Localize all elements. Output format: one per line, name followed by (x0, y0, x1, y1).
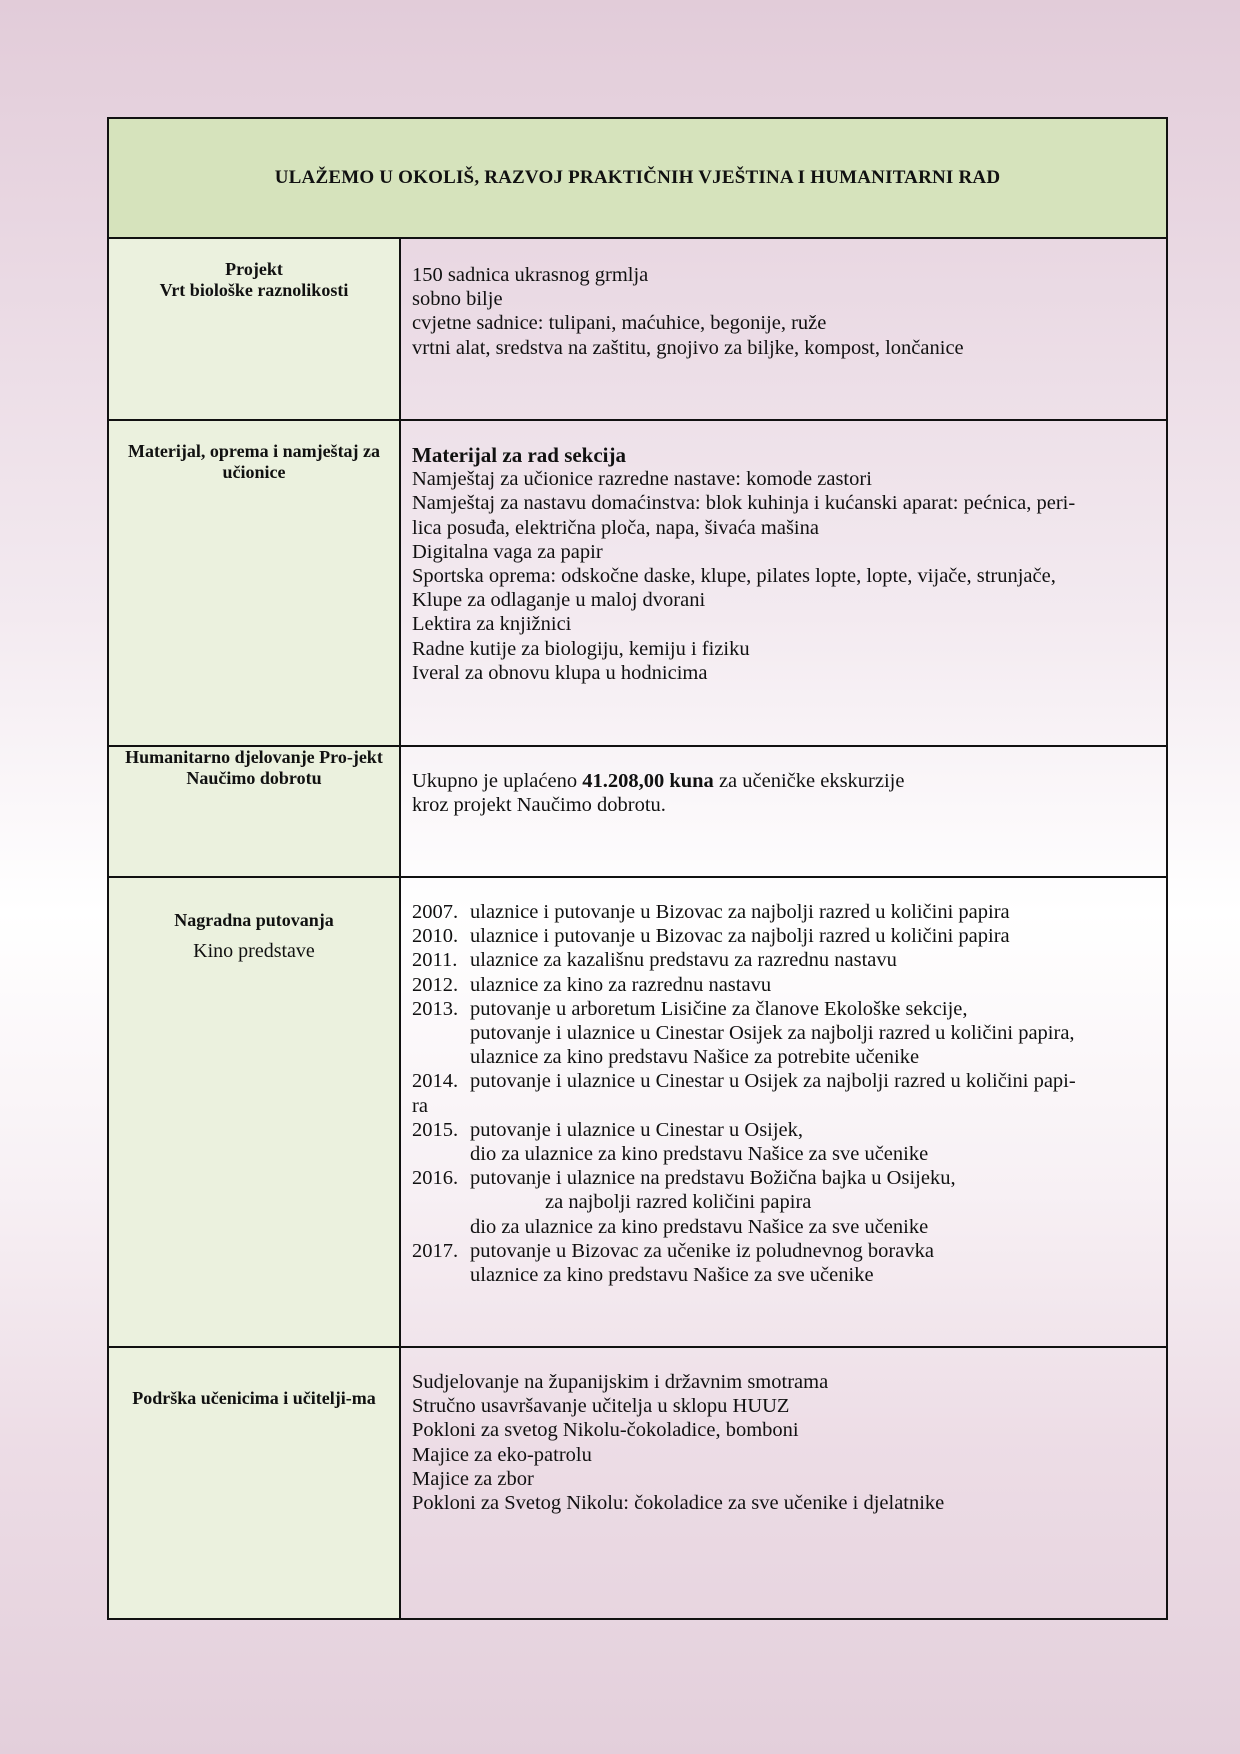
header-row (108, 118, 1167, 238)
row-label-humanitarno: Humanitarno djelovanje Pro-jekt Naučimo dobrotu (108, 746, 400, 877)
list-item (412, 1190, 1158, 1214)
list-item: Namještaj za nastavu domaćinstva: blok kuhinja i kućanski aparat: pećnica, peri- (412, 492, 1076, 515)
list-item: Pokloni za svetog Nikolu-čokoladice, bomboni (412, 1419, 799, 1442)
table-title: ULAŽEMO U OKOLIŠ, RAZVOJ PRAKTIČNIH VJEŠTINA I HUMANITARNI RAD (108, 118, 1167, 238)
list-item: Iveral za obnovu klupa u hodnicima (412, 661, 708, 684)
list-item (412, 948, 1158, 972)
list-item (412, 1069, 1158, 1093)
list-item (412, 1166, 1158, 1190)
list-item: vrtni alat, sredstva na zaštitu, gnojivo za biljke, kompost, lončanice (412, 336, 964, 359)
row-content-podrska (400, 1347, 1167, 1619)
table-row-vrt (108, 238, 1167, 420)
list-item-year: 2017. (412, 1239, 459, 1262)
list-item-year: 2016. (412, 1167, 459, 1190)
list-item-text: putovanje i ulaznice na predstavu Božična bajka u Osijeku, (470, 1167, 956, 1190)
list-item (412, 973, 1158, 997)
donation-amount: 41.208,00 kuna (582, 770, 714, 792)
donation-line-2: kroz projekt Naučimo dobrotu. (412, 794, 666, 817)
donation-line (412, 769, 1158, 793)
list-item-text: ulaznice za kino predstavu Našice za sve učenike (470, 1264, 874, 1287)
list-item-text: dio za ulaznice za kino predstavu Našice za sve učenike (470, 1143, 929, 1166)
table-row-nagradna (108, 877, 1167, 1347)
table-row-materijal (108, 420, 1167, 746)
list-item: Majice za zbor (412, 1467, 534, 1490)
row-label-podrska: Podrška učenicima i učitelji-ma (108, 1347, 400, 1619)
table-row-podrska (108, 1347, 1167, 1619)
row-label-nagradna (108, 877, 400, 1347)
list-item (412, 1094, 1158, 1118)
donation-prefix: Ukupno je uplaćeno (412, 770, 583, 792)
list-item: Stručno usavršavanje učitelja u sklopu HUUZ (412, 1395, 790, 1418)
list-item (412, 1118, 1158, 1142)
list-item (412, 1142, 1158, 1166)
list-item: Lektira za knjižnici (412, 613, 572, 636)
donation-suffix: za učeničke ekskurzije (713, 770, 905, 792)
list-item: Pokloni za Svetog Nikolu: čokoladice za sve učenike i djelatnike (412, 1492, 945, 1515)
row-label-nagradna-normal: Kino predstave (193, 940, 315, 962)
row-content-nagradna (400, 877, 1167, 1347)
row-content-vrt (400, 238, 1167, 420)
list-item (412, 1215, 1158, 1239)
row-label-vrt-line1: Projekt (225, 259, 283, 279)
row-label-vrt (108, 238, 400, 420)
list-item-text: ulaznice i putovanje u Bizovac za najbolji razred u količini papira (470, 925, 1010, 948)
list-item-year: 2007. (412, 901, 459, 923)
list-item-text: putovanje i ulaznice u Cinestar u Osijek, (470, 1118, 804, 1141)
list-item: Digitalna vaga za papir (412, 540, 603, 563)
list-item-text: ulaznice za kazališnu predstavu za razrednu nastavu (470, 949, 897, 972)
list-item-text: ra (412, 1094, 428, 1117)
report-table (107, 117, 1168, 1620)
list-item (412, 924, 1158, 948)
list-item: lica posuđa, električna ploča, napa, šivaća mašina (412, 516, 819, 539)
list-item-year: 2012. (412, 973, 459, 996)
list-item: Sportska oprema: odskočne daske, klupe, pilates lopte, lopte, vijače, strunjače, (412, 565, 1056, 588)
list-item-text: ulaznice za kino za razrednu nastavu (470, 973, 772, 996)
list-item: sobno bilje (412, 288, 503, 311)
table-row-humanitarno (108, 746, 1167, 877)
row-content-materijal (400, 420, 1167, 746)
row-label-materijal: Materijal, oprema i namještaj za učionice (108, 420, 400, 746)
list-item (412, 1021, 1158, 1045)
list-item-text: putovanje i ulaznice u Cinestar u Osijek za najbolji razred u količini papi- (470, 1070, 1076, 1093)
list-item-text: dio za ulaznice za kino predstavu Našice za sve učenike (470, 1215, 929, 1238)
list-item: Klupe za odlaganje u maloj dvorani (412, 589, 706, 612)
list-item (412, 1239, 1158, 1263)
list-item: Sudjelovanje na županijskim i državnim smotrama (412, 1371, 829, 1393)
list-item (412, 1263, 1158, 1287)
list-item-text: ulaznice za kino predstavu Našice za potrebite učenike (470, 1046, 920, 1069)
list-item: Radne kutije za biologiju, kemiju i fiziku (412, 637, 750, 660)
list-item-text: za najbolji razred količini papira (545, 1191, 812, 1214)
list-item-year: 2013. (412, 997, 459, 1020)
row-label-nagradna-bold: Nagradna putovanja (174, 910, 334, 930)
list-item-text: ulaznice i putovanje u Bizovac za najbolji razred u količini papira (470, 901, 1010, 923)
list-item-year: 2011. (412, 949, 458, 972)
list-item-year: 2010. (412, 925, 459, 948)
row-content-humanitarno (400, 746, 1167, 877)
row-label-vrt-line2: Vrt biološke raznolikosti (159, 280, 349, 300)
list-item: Namještaj za učionice razredne nastave: komode zastori (412, 468, 872, 491)
list-item: 150 sadnica ukrasnog grmlja (412, 264, 649, 286)
list-item (412, 1045, 1158, 1069)
list-item-text: putovanje u arboretum Lisičine za članove Ekološke sekcije, (470, 997, 968, 1020)
list-item-year: 2014. (412, 1070, 459, 1093)
list-item-year: 2015. (412, 1118, 459, 1141)
section-heading: Materijal za rad sekcija (412, 443, 627, 467)
list-item (412, 997, 1158, 1021)
list-item (412, 900, 1158, 924)
list-item-text: putovanje i ulaznice u Cinestar Osijek za najbolji razred u količini papira, (470, 1022, 1075, 1045)
list-item: cvjetne sadnice: tulipani, maćuhice, begonije, ruže (412, 312, 827, 335)
list-item-text: putovanje u Bizovac za učenike iz poludnevnog boravka (470, 1239, 934, 1262)
list-item: Majice za eko-patrolu (412, 1443, 592, 1466)
